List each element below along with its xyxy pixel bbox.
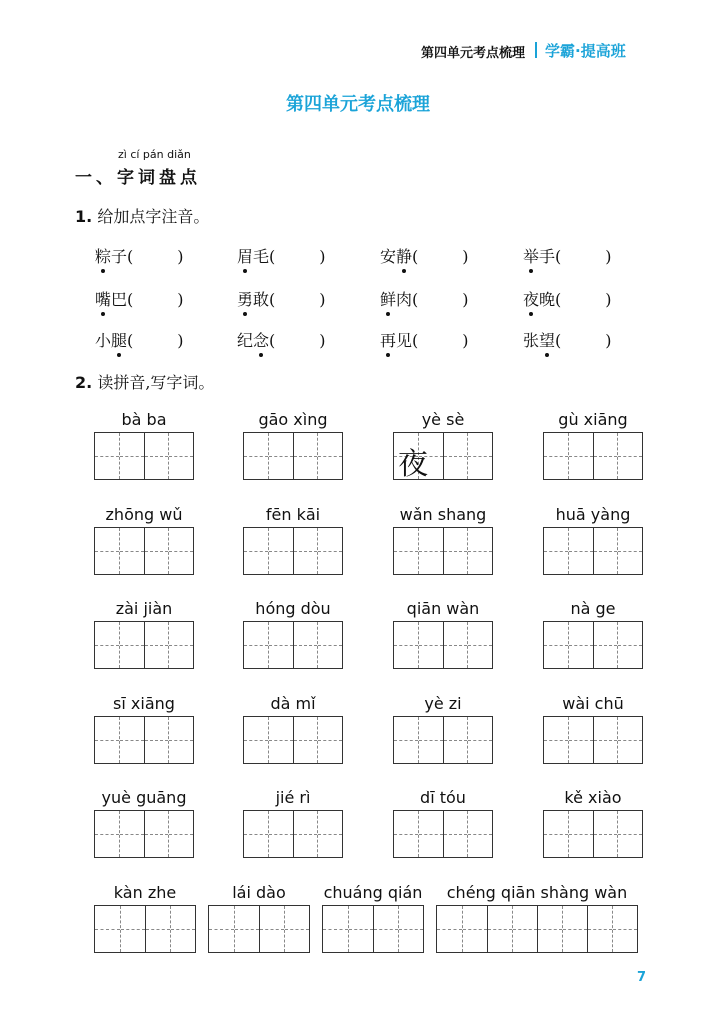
tianzige-grid[interactable] <box>322 905 424 953</box>
vocab-dotted-char: 望 <box>539 328 555 351</box>
grid-half-cell <box>244 528 268 574</box>
pinyin-label: chuáng qián <box>323 883 423 902</box>
answer-paren-close: ) <box>605 290 612 309</box>
tianzige-grid[interactable] <box>94 716 194 764</box>
grid-half-cell <box>244 717 268 763</box>
grid-half-cell <box>568 622 593 668</box>
tianzige-grid[interactable] <box>393 621 493 669</box>
grid-half-cell <box>244 811 268 857</box>
grid-half-cell <box>144 717 169 763</box>
grid-half-cell <box>418 717 443 763</box>
grid-half-cell <box>443 622 468 668</box>
grid-half-cell <box>209 906 234 952</box>
vocab-char: 张 <box>523 331 540 350</box>
pinyin-label: zài jiàn <box>115 599 173 618</box>
pinyin-label: gù xiāng <box>558 410 628 429</box>
grid-half-cell <box>293 717 318 763</box>
vocab-char: 纪 <box>237 331 254 350</box>
grid-half-cell <box>394 811 418 857</box>
pinyin-label: hóng dòu <box>255 599 331 618</box>
grid-half-cell <box>443 528 468 574</box>
grid-half-cell <box>487 906 512 952</box>
pinyin-label: yuè guāng <box>101 788 187 807</box>
tianzige-grid[interactable] <box>243 621 343 669</box>
answer-paren-close: ) <box>462 247 469 266</box>
grid-half-cell <box>268 717 293 763</box>
grid-half-cell <box>293 528 318 574</box>
grid-half-cell <box>145 906 170 952</box>
grid-half-cell <box>244 622 268 668</box>
grid-half-cell <box>418 811 443 857</box>
grid-half-cell <box>293 433 318 479</box>
grid-half-cell <box>168 433 193 479</box>
tianzige-grid[interactable] <box>393 810 493 858</box>
vocab-char: 晚 <box>539 290 556 309</box>
grid-half-cell <box>593 622 618 668</box>
tianzige-grid[interactable] <box>243 527 343 575</box>
grid-half-cell <box>568 717 593 763</box>
tianzige-grid[interactable] <box>243 432 343 480</box>
answer-paren-close: ) <box>462 331 469 350</box>
vocab-dotted-char: 腿 <box>111 328 127 351</box>
grid-half-cell <box>293 811 318 857</box>
pinyin-label: zhōng wǔ <box>105 505 183 524</box>
answer-paren-close: ) <box>177 331 184 350</box>
grid-half-cell <box>168 528 193 574</box>
grid-half-cell <box>544 433 568 479</box>
grid-half-cell <box>170 906 195 952</box>
grid-half-cell <box>119 528 144 574</box>
answer-paren-close: ) <box>605 331 612 350</box>
grid-half-cell <box>462 906 487 952</box>
vocab-item <box>95 244 184 267</box>
vocab-item <box>95 328 184 351</box>
tianzige-grid[interactable] <box>243 810 343 858</box>
tianzige-grid[interactable] <box>243 716 343 764</box>
grid-half-cell <box>284 906 309 952</box>
vocab-char: 手 <box>539 247 556 266</box>
vocab-item <box>523 287 612 310</box>
grid-half-cell <box>168 622 193 668</box>
vocab-dotted-char: 粽 <box>95 244 111 267</box>
grid-half-cell <box>568 433 593 479</box>
vocab-dotted-char: 嘴 <box>95 287 111 310</box>
vocab-dotted-char: 念 <box>253 328 269 351</box>
grid-half-cell <box>293 622 318 668</box>
vocab-char: 小 <box>95 331 112 350</box>
question-1-number: 1. <box>75 207 93 226</box>
grid-half-cell <box>617 528 642 574</box>
tianzige-grid[interactable] <box>94 432 194 480</box>
vocab-dotted-char: 勇 <box>237 287 253 310</box>
grid-half-cell <box>95 811 119 857</box>
grid-half-cell <box>562 906 587 952</box>
page-title: 第四单元考点梳理 <box>286 94 430 115</box>
answer-paren-open: ( <box>555 290 562 309</box>
grid-half-cell <box>437 906 462 952</box>
tianzige-grid[interactable] <box>393 432 493 480</box>
grid-half-cell <box>617 433 642 479</box>
tianzige-grid[interactable] <box>94 905 196 953</box>
grid-half-cell <box>144 528 169 574</box>
header-brand: 学霸·提高班 <box>545 42 626 60</box>
pinyin-label: bà ba <box>121 410 167 429</box>
tianzige-grid[interactable] <box>543 432 643 480</box>
grid-half-cell <box>323 906 348 952</box>
grid-half-cell <box>467 717 492 763</box>
answer-paren-open: ( <box>412 290 419 309</box>
vocab-item <box>380 244 469 267</box>
tianzige-grid[interactable] <box>543 621 643 669</box>
grid-half-cell <box>348 906 373 952</box>
pinyin-label: dī tóu <box>420 788 466 807</box>
vocab-char: 肉 <box>396 290 413 309</box>
pinyin-label: fēn kāi <box>265 505 321 524</box>
grid-half-cell <box>120 906 145 952</box>
grid-half-cell <box>443 433 468 479</box>
vocab-item <box>380 328 469 351</box>
grid-half-cell <box>268 622 293 668</box>
answer-paren-open: ( <box>269 290 276 309</box>
section-title: 一、字词盘点 <box>75 168 201 188</box>
vocab-char: 子 <box>111 247 128 266</box>
grid-half-cell <box>593 811 618 857</box>
grid-half-cell <box>587 906 612 952</box>
vocab-dotted-char: 静 <box>396 244 412 267</box>
answer-paren-close: ) <box>319 331 326 350</box>
grid-half-cell <box>144 622 169 668</box>
answer-paren-close: ) <box>319 247 326 266</box>
grid-half-cell <box>268 811 293 857</box>
grid-half-cell <box>593 528 618 574</box>
grid-half-cell <box>617 622 642 668</box>
vocab-item <box>237 287 326 310</box>
question-1-text: 给加点字注音。 <box>97 207 210 226</box>
answer-paren-open: ( <box>412 247 419 266</box>
grid-half-cell <box>418 622 443 668</box>
vocab-item <box>523 244 612 267</box>
answer-paren-open: ( <box>127 247 134 266</box>
tianzige-grid[interactable] <box>208 905 310 953</box>
pinyin-label: jié rì <box>275 788 311 807</box>
answer-paren-close: ) <box>605 247 612 266</box>
grid-half-cell <box>119 717 144 763</box>
pinyin-label: nà ge <box>570 599 616 618</box>
vocab-char: 敢 <box>253 290 270 309</box>
answer-paren-open: ( <box>555 331 562 350</box>
grid-half-cell <box>168 717 193 763</box>
vocab-char: 毛 <box>253 247 270 266</box>
vocab-char: 巴 <box>111 290 128 309</box>
vocab-item <box>380 287 469 310</box>
grid-half-cell <box>394 528 418 574</box>
grid-half-cell <box>617 717 642 763</box>
grid-half-cell <box>512 906 537 952</box>
grid-half-cell <box>593 433 618 479</box>
grid-half-cell <box>612 906 637 952</box>
grid-half-cell <box>544 811 568 857</box>
pinyin-label: kě xiào <box>564 788 622 807</box>
tianzige-grid[interactable] <box>436 905 638 953</box>
header-divider <box>535 42 537 58</box>
answer-paren-open: ( <box>127 290 134 309</box>
question-2-number: 2. <box>75 373 93 392</box>
tianzige-grid[interactable] <box>94 527 194 575</box>
pinyin-label: wǎn shang <box>399 505 487 524</box>
vocab-item <box>237 328 326 351</box>
vocab-char: 安 <box>380 247 397 266</box>
pinyin-label: gāo xìng <box>258 410 328 429</box>
tianzige-grid[interactable] <box>543 527 643 575</box>
grid-half-cell <box>244 433 268 479</box>
grid-half-cell <box>537 906 562 952</box>
vocab-dotted-char: 再 <box>380 328 396 351</box>
grid-half-cell <box>418 528 443 574</box>
filled-character: 夜 <box>398 447 428 482</box>
pinyin-label: qiān wàn <box>406 599 480 618</box>
grid-half-cell <box>95 528 119 574</box>
grid-half-cell <box>234 906 259 952</box>
grid-half-cell <box>95 717 119 763</box>
grid-half-cell <box>467 622 492 668</box>
answer-paren-open: ( <box>269 331 276 350</box>
answer-paren-close: ) <box>462 290 469 309</box>
grid-half-cell <box>544 528 568 574</box>
answer-paren-close: ) <box>177 247 184 266</box>
page-number: 7 <box>636 970 646 985</box>
grid-half-cell <box>467 433 492 479</box>
vocab-item <box>523 328 612 351</box>
grid-half-cell <box>568 528 593 574</box>
pinyin-label: huā yàng <box>555 505 631 524</box>
grid-half-cell <box>373 906 398 952</box>
answer-paren-open: ( <box>127 331 134 350</box>
grid-half-cell <box>268 528 293 574</box>
grid-half-cell <box>544 717 568 763</box>
grid-half-cell <box>394 717 418 763</box>
tianzige-grid[interactable] <box>543 810 643 858</box>
pinyin-label: yè zi <box>424 694 462 713</box>
tianzige-grid[interactable] <box>94 810 194 858</box>
tianzige-grid[interactable] <box>94 621 194 669</box>
question-2 <box>75 370 214 393</box>
vocab-dotted-char: 鲜 <box>380 287 396 310</box>
tianzige-grid[interactable] <box>393 527 493 575</box>
grid-half-cell <box>317 528 342 574</box>
grid-half-cell <box>259 906 284 952</box>
vocab-item <box>237 244 326 267</box>
grid-half-cell <box>119 811 144 857</box>
grid-half-cell <box>119 622 144 668</box>
answer-paren-open: ( <box>555 247 562 266</box>
vocab-char: 见 <box>396 331 413 350</box>
grid-half-cell <box>593 717 618 763</box>
section-pinyin: zì cí pán diǎn <box>118 148 191 161</box>
answer-paren-open: ( <box>412 331 419 350</box>
question-2-text: 读拼音,写字词。 <box>97 373 215 392</box>
grid-half-cell <box>119 433 144 479</box>
grid-half-cell <box>467 811 492 857</box>
grid-half-cell <box>95 433 119 479</box>
pinyin-label: sī xiāng <box>113 694 175 713</box>
grid-half-cell <box>467 528 492 574</box>
pinyin-label: dà mǐ <box>270 694 316 713</box>
grid-half-cell <box>317 811 342 857</box>
pinyin-label: yè sè <box>421 410 465 429</box>
grid-half-cell <box>317 622 342 668</box>
grid-half-cell <box>317 433 342 479</box>
vocab-dotted-char: 夜 <box>523 287 539 310</box>
tianzige-grid[interactable] <box>393 716 493 764</box>
pinyin-label: kàn zhe <box>113 883 177 902</box>
grid-half-cell <box>268 433 293 479</box>
tianzige-grid[interactable] <box>543 716 643 764</box>
grid-half-cell <box>617 811 642 857</box>
grid-half-cell <box>144 811 169 857</box>
pinyin-label: wài chū <box>562 694 624 713</box>
answer-paren-open: ( <box>269 247 276 266</box>
grid-half-cell <box>398 906 423 952</box>
pinyin-label: lái dào <box>232 883 286 902</box>
pinyin-label: chéng qiān shàng wàn <box>446 883 628 902</box>
grid-half-cell <box>95 906 120 952</box>
grid-half-cell <box>317 717 342 763</box>
answer-paren-close: ) <box>319 290 326 309</box>
answer-paren-close: ) <box>177 290 184 309</box>
grid-half-cell <box>95 622 119 668</box>
vocab-dotted-char: 举 <box>523 244 539 267</box>
grid-half-cell <box>394 622 418 668</box>
question-1 <box>75 204 209 227</box>
vocab-dotted-char: 眉 <box>237 244 253 267</box>
grid-half-cell <box>144 433 169 479</box>
page-header <box>0 36 716 66</box>
header-title: 第四单元考点梳理 <box>421 46 526 61</box>
grid-half-cell <box>168 811 193 857</box>
grid-half-cell <box>443 717 468 763</box>
grid-half-cell <box>443 811 468 857</box>
grid-half-cell <box>544 622 568 668</box>
vocab-item <box>95 287 184 310</box>
grid-half-cell <box>568 811 593 857</box>
